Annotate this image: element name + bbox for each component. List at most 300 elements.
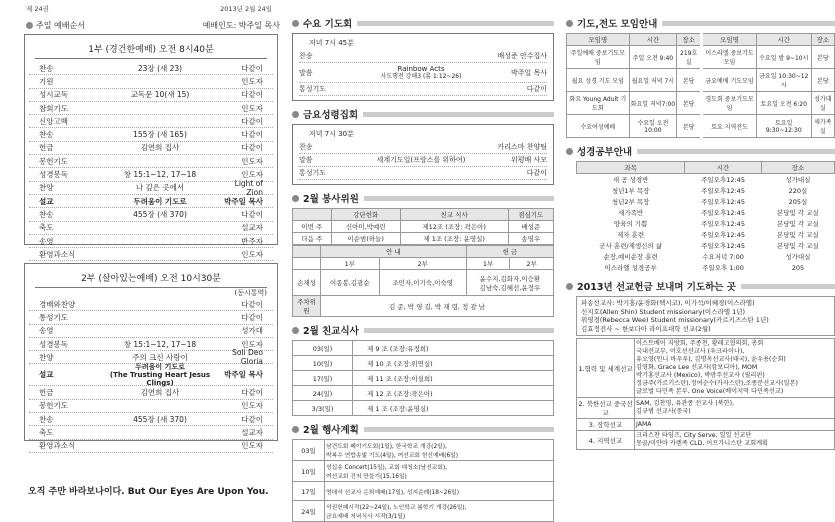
row-label: 찬송 bbox=[39, 209, 54, 219]
service-row bbox=[29, 413, 273, 426]
bible-row bbox=[577, 218, 835, 229]
bullet-icon bbox=[292, 327, 299, 334]
meal-row bbox=[293, 341, 554, 356]
row-label: 신앙고백 bbox=[39, 116, 68, 126]
meal-row bbox=[293, 401, 554, 416]
service-row bbox=[29, 440, 273, 453]
mission-target-line: 크리스찬 타임즈, City Serve, 일일 선교단 bbox=[636, 432, 752, 439]
meeting-row bbox=[299, 50, 547, 63]
row-leader: 설교자 bbox=[241, 428, 263, 438]
mission-targets bbox=[635, 431, 835, 450]
service-row bbox=[29, 115, 273, 128]
cell: 이스라엘 성경공부 bbox=[604, 264, 657, 272]
row-label: 축도 bbox=[39, 428, 54, 438]
bullet-icon bbox=[566, 283, 573, 290]
header-cell: 장소 bbox=[677, 34, 702, 46]
meal-team: 제 11 조 (조장:이설희) bbox=[353, 371, 554, 386]
cell: 배성준 bbox=[508, 221, 553, 233]
mission-row bbox=[577, 339, 835, 398]
row-leader: Light of Zion bbox=[234, 178, 263, 197]
row-leader: 인도자 bbox=[241, 76, 263, 86]
cell: 제12조 (조장: 곽은아) bbox=[400, 221, 508, 233]
row-leader: 인도자 bbox=[241, 103, 263, 113]
row-content-line2: (The Trusting Heart Jesus Clings) bbox=[109, 370, 211, 387]
first-service-rows bbox=[25, 62, 277, 261]
header-cell: 장소 bbox=[761, 162, 834, 174]
fri-title: 금요성령집회 bbox=[303, 110, 359, 121]
cell: 본당및 각 교실 bbox=[777, 220, 819, 228]
service-row bbox=[29, 89, 273, 102]
meal-team: 제 10 조 (조장:위연실) bbox=[353, 356, 554, 371]
mission-target-line: 글로벌 다민족 본부, One Voice(베이지역 다민족선교) bbox=[636, 388, 784, 395]
cell: 본당 bbox=[677, 92, 702, 115]
row-label: 송영 bbox=[39, 326, 54, 336]
cell: 경도회 중보기도모임 bbox=[702, 92, 757, 115]
event-line2: 금요예배 저녁식사 시작(3/1일) bbox=[326, 514, 406, 520]
bullet-icon bbox=[566, 148, 573, 155]
cell: 화요 Young Adult 기도회 bbox=[567, 92, 630, 115]
meeting-row bbox=[299, 83, 547, 96]
mission-target-line: 김영화, Grace Lee 선교사(캄보디아), MOM bbox=[636, 364, 758, 371]
meal-team: 제 12 조 (조장:곽은아) bbox=[353, 386, 554, 401]
fri-time: 저녁 7시 30분 bbox=[309, 130, 354, 138]
issue-date: 2013년 2월 24일 bbox=[220, 5, 272, 13]
mission-category: 2. 북한선교 중국선교 bbox=[577, 398, 635, 419]
row-leader: 다같이 bbox=[241, 90, 263, 100]
service-row bbox=[29, 142, 273, 155]
heading-bar bbox=[662, 21, 835, 26]
meal-date: 17(일) bbox=[293, 371, 353, 386]
cell: 205 bbox=[791, 263, 805, 272]
event-line2: 박복수 연합송빛 기도(4일), 여선교회 헌신예배(6일) bbox=[326, 453, 459, 459]
heading-bar bbox=[357, 21, 554, 26]
row-leader: 설교자 bbox=[241, 223, 263, 233]
row-label: 통성기도 bbox=[299, 169, 327, 177]
cell: 1부 bbox=[321, 258, 380, 270]
bible-row bbox=[577, 196, 835, 207]
bible-heading bbox=[566, 144, 835, 158]
row-label: 설교 bbox=[39, 196, 54, 206]
cell: 새가족반 bbox=[618, 209, 644, 217]
row-content: 세계기도일(프랑스를 위하여) bbox=[376, 156, 466, 164]
cell: 본당및 각 교실 bbox=[777, 209, 819, 217]
cell bbox=[466, 270, 553, 296]
cell: 본당 bbox=[677, 69, 702, 92]
event-text bbox=[325, 501, 554, 522]
mission-intro bbox=[576, 296, 835, 336]
heading-bar bbox=[364, 427, 554, 432]
row-content-line1: Rainbow Acts bbox=[397, 64, 445, 73]
row-label: 헌금 bbox=[39, 388, 54, 398]
cell: 양육의 기쁨 bbox=[613, 220, 648, 228]
mission-row bbox=[577, 431, 835, 450]
event-line2: 여선교회 진지 만들기(15,16일) bbox=[326, 474, 407, 480]
meal-team: 제 1 조 (조장:윤영실) bbox=[353, 401, 554, 416]
row-leader: Soli Deo Gloria bbox=[232, 348, 263, 367]
row-label: 찬양 bbox=[39, 352, 54, 362]
meal-date: 24(일) bbox=[293, 386, 353, 401]
cell: 친교 식사 bbox=[400, 209, 508, 221]
mission-intro-line: 신지호(Allen Shin) Student missionary(이스라엘 1년) bbox=[581, 307, 746, 316]
cell: 205실 bbox=[788, 198, 808, 206]
cell: 주일오후12:45 bbox=[701, 176, 745, 184]
cell: 헌 금 bbox=[466, 246, 553, 258]
mission-category: 4. 지역선교 bbox=[577, 431, 635, 450]
cell: 제자 훈련 bbox=[617, 231, 645, 239]
row-leader: 인도자 bbox=[241, 249, 263, 259]
row-label: 통성기도 bbox=[299, 85, 327, 93]
bullet-icon bbox=[292, 426, 299, 433]
cell: 손재성 bbox=[293, 270, 321, 296]
offering-2-line1: 윤수지,김화자,이승환 bbox=[479, 274, 541, 283]
heading-bar bbox=[363, 112, 554, 117]
header-cell: 시간 bbox=[685, 162, 762, 174]
mission-targets bbox=[635, 419, 835, 431]
bible-row bbox=[577, 262, 835, 273]
row-content: 김연희 집사 bbox=[140, 143, 180, 153]
service-heading bbox=[292, 191, 554, 205]
row-label: 헌금 bbox=[39, 143, 54, 153]
bible-head bbox=[577, 162, 835, 174]
info-column bbox=[566, 0, 835, 507]
cell: 주차위원 bbox=[293, 296, 321, 317]
row-label: 참회기도 bbox=[39, 103, 68, 113]
service-row bbox=[29, 364, 273, 386]
cell: 세가족실 bbox=[811, 115, 834, 138]
cell: 본당 bbox=[811, 69, 834, 92]
cell: 주일오후12:45 bbox=[701, 209, 745, 217]
row-leader: 다같이 bbox=[241, 414, 263, 424]
cell: 219호실 bbox=[677, 46, 702, 69]
row-leader: 다같이 bbox=[526, 169, 547, 177]
row-content: 교독문 10(새 15) bbox=[130, 90, 190, 100]
row-leader: 위평배 사모 bbox=[510, 156, 547, 164]
event-line1: 성십송 Concert(15일), 교회 대청소(남선교회), bbox=[326, 465, 448, 471]
row-content: 나 깊은 곳에서 bbox=[135, 183, 185, 193]
service-row bbox=[29, 235, 273, 248]
mission-heading bbox=[566, 279, 835, 293]
cell: 성가대실 bbox=[785, 253, 811, 261]
events-table bbox=[292, 439, 554, 522]
event-row bbox=[293, 461, 554, 482]
row-label: 축도 bbox=[39, 223, 54, 233]
row-label: 경배와찬양 bbox=[39, 299, 76, 309]
row-leader: 다같이 bbox=[241, 388, 263, 398]
meal-title: 2월 친교식사 bbox=[303, 326, 359, 337]
cell bbox=[293, 209, 332, 221]
service-row bbox=[29, 155, 273, 168]
cell: 주일오후12:45 bbox=[701, 220, 745, 228]
row-label: 성경봉독 bbox=[39, 170, 68, 180]
row-content: 창 15:1~12, 17~18 bbox=[123, 170, 197, 180]
bullet-icon bbox=[566, 20, 573, 27]
heading-bar bbox=[741, 284, 835, 289]
row-leader: 박주일 목사 bbox=[224, 196, 263, 206]
service-row bbox=[29, 386, 273, 399]
header-cell: 과목 bbox=[577, 162, 685, 174]
row-label: 기원 bbox=[39, 76, 54, 86]
cell: 성가대실 bbox=[811, 92, 834, 115]
cell: 본당및 각 교실 bbox=[777, 231, 819, 239]
service-title: 2월 봉사위원 bbox=[303, 194, 359, 205]
row-content: 455장 (새 370) bbox=[133, 414, 187, 424]
mission-intro-line: 위영경(Rebecca Wee) Student missionary(카르키즈스탄 1년) bbox=[581, 316, 769, 324]
meal-date: 3/3(일) bbox=[293, 401, 353, 416]
row-leader: 인도자 bbox=[241, 401, 263, 411]
bible-row bbox=[577, 251, 835, 262]
event-line1: 남견도회 페이기도회(1일), 한국학교 개강(2일), bbox=[326, 444, 447, 450]
meal-date: 03(일) bbox=[293, 341, 353, 356]
cell: 이번 주 bbox=[293, 221, 332, 233]
prayer-row bbox=[567, 92, 835, 115]
meal-row bbox=[293, 371, 554, 386]
row-leader: 다같이 bbox=[241, 63, 263, 73]
meeting-row bbox=[299, 167, 547, 180]
footer-motto: 오직 주만 바라보나이다. But Our Eyes Are Upon You. bbox=[28, 487, 269, 497]
row-label: 환영과소식 bbox=[39, 441, 76, 451]
cell: 주일 오전 9:40 bbox=[629, 46, 676, 69]
events-column bbox=[292, 0, 554, 520]
service-row bbox=[29, 195, 273, 208]
worship-leader: 예배인도: 박주일 목사 bbox=[202, 21, 280, 30]
prayer-head bbox=[567, 34, 835, 46]
bible-row bbox=[577, 185, 835, 196]
row-content: 23장 (새 23) bbox=[137, 63, 183, 73]
row-content: 455장 (새 370) bbox=[133, 209, 187, 219]
meal-row bbox=[293, 356, 554, 371]
bullet-icon bbox=[26, 22, 33, 29]
service-row bbox=[29, 222, 273, 235]
row-label: 말씀 bbox=[299, 68, 313, 77]
row-label: 찬양 bbox=[39, 183, 54, 193]
cell: 220실 bbox=[788, 187, 808, 195]
header-cell: 모임명 bbox=[702, 34, 757, 46]
mission-intro-line: 김효정전사 ~ 한보다아 라이프대학 선교(2월) bbox=[581, 324, 711, 333]
row-leader: 성가대 bbox=[241, 326, 263, 336]
prayer-title: 기도,전도 모임안내 bbox=[577, 19, 658, 30]
row-leader: 다같이 bbox=[241, 116, 263, 126]
service-row bbox=[29, 128, 273, 141]
row-label: 찬송 bbox=[39, 130, 54, 140]
offering-table bbox=[292, 245, 554, 317]
bible-table bbox=[576, 161, 835, 273]
cell: 본당 bbox=[677, 115, 702, 138]
row-content bbox=[355, 65, 487, 81]
cell: 주일오후12:45 bbox=[701, 187, 745, 195]
row-leader: 박주일 목사 bbox=[510, 68, 547, 77]
row-leader: 다같이 bbox=[241, 299, 263, 309]
service-row bbox=[29, 62, 273, 75]
mission-category: 1.협력 및 세계선교 bbox=[577, 339, 635, 398]
event-date: 24일 bbox=[293, 501, 325, 522]
cell: 수요일 오전 10:00 bbox=[629, 115, 676, 138]
cell: 이스라엘 중보기도모임 bbox=[702, 46, 757, 69]
wed-time: 저녁 7시 45분 bbox=[309, 39, 354, 47]
mission-row bbox=[577, 419, 835, 431]
prayer-row bbox=[567, 69, 835, 92]
second-service-rows bbox=[25, 298, 277, 453]
fri-heading bbox=[292, 107, 554, 121]
cell: 다음 주 bbox=[293, 233, 332, 245]
row-content: 주의 크신 사랑이 bbox=[132, 352, 188, 362]
bible-row bbox=[577, 207, 835, 218]
event-line1: 석권헌때시작(22~24일), 노인학교 봄학기 개강(26일), bbox=[326, 505, 467, 511]
cell: 새 공 성경반 bbox=[612, 176, 649, 184]
service-row bbox=[29, 426, 273, 439]
event-text bbox=[325, 461, 554, 482]
cell: 주일오후 1:00 bbox=[702, 264, 744, 272]
meal-date: 10(일) bbox=[293, 356, 353, 371]
events-heading bbox=[292, 422, 554, 436]
cell: 1부 bbox=[466, 258, 510, 270]
row-leader: 반주자 bbox=[241, 236, 263, 246]
meeting-row bbox=[299, 63, 547, 83]
row-label: 설교 bbox=[39, 370, 54, 380]
first-service-title: 1부 (경건한예배) 오전 8시40분 bbox=[35, 39, 267, 59]
service-row bbox=[29, 75, 273, 88]
row-content-line2: 사도행전 강해3 (롬 1:12~26) bbox=[380, 72, 462, 80]
cell: 청년2부 목장 bbox=[611, 198, 650, 206]
cell: 순장,예비순장 훈련 bbox=[603, 253, 658, 261]
meeting-row bbox=[299, 154, 547, 167]
cell: 주일오후12:45 bbox=[701, 198, 745, 206]
meal-heading bbox=[292, 323, 554, 337]
events-title: 2월 행사계획 bbox=[303, 425, 359, 436]
row-leader: 인도자 bbox=[241, 339, 263, 349]
cell: 안 내 bbox=[321, 246, 467, 258]
mission-target-line: 김규범 선교사(중국) bbox=[636, 408, 691, 415]
row-label: 말씀 bbox=[299, 156, 313, 164]
mission-target-line: 몽골/미얀마 카렌족 CLD, 어프가니스탄 교회계획 bbox=[636, 440, 769, 447]
row-content bbox=[101, 363, 219, 387]
mission-title: 2013년 선교헌금 보내며 기도하는 곳 bbox=[577, 282, 736, 293]
cell: 2부 bbox=[510, 258, 554, 270]
row-leader: 카리스마 찬양팀 bbox=[497, 143, 547, 151]
cell: 토요일 9:30~12:30 bbox=[756, 115, 811, 138]
worship-title: 주일 예배순서 bbox=[36, 21, 85, 30]
wed-box bbox=[292, 33, 554, 101]
wed-title: 수요 기도회 bbox=[303, 19, 353, 30]
row-label: 성경봉독 bbox=[39, 339, 68, 349]
event-text bbox=[325, 482, 554, 501]
mission-target-line: SAM, 김찬영, 유관종 선교사 (북한), bbox=[636, 400, 734, 407]
event-row bbox=[293, 482, 554, 501]
row-leader: 인도자 bbox=[241, 156, 263, 166]
mission-row bbox=[577, 398, 835, 419]
row-leader: 박주일 목사 bbox=[224, 370, 263, 380]
mission-target-line: 이스트베이 지방회, 주종천, 황래고협의회, 총회 bbox=[636, 340, 764, 347]
bible-row bbox=[577, 229, 835, 240]
cell: 본당및 각 교실 bbox=[777, 242, 819, 250]
cell: 수요여성예배 bbox=[567, 115, 630, 138]
mission-target-line: 국내선교부, 이호선선교사 (우크라이나), bbox=[636, 348, 745, 355]
meal-row bbox=[293, 386, 554, 401]
row-content: 155장 (새 165) bbox=[133, 130, 187, 140]
cell: 화요일 저녁7:00 bbox=[629, 92, 676, 115]
cell: 금요예배 기도모임 bbox=[702, 69, 757, 92]
heading-bar bbox=[364, 196, 554, 201]
cell: 금요일 10:30~12시 bbox=[756, 69, 811, 92]
cell: 월요일 저녁 7시 bbox=[629, 69, 676, 92]
event-text bbox=[325, 440, 554, 461]
volume-number: 제 24권 bbox=[26, 5, 49, 13]
bible-title: 성경공부안내 bbox=[577, 147, 633, 158]
fri-box bbox=[292, 124, 554, 185]
row-label: 찬송 bbox=[299, 143, 313, 151]
row-content: 김연희 집사 bbox=[140, 388, 180, 398]
wed-rows bbox=[299, 50, 547, 96]
row-label: 성시교독 bbox=[39, 90, 68, 100]
row-label: 통성기도 bbox=[39, 312, 68, 322]
service-row bbox=[29, 400, 273, 413]
row-leader: 인도자 bbox=[241, 170, 263, 180]
first-service-box bbox=[24, 34, 278, 259]
row-label: 환영과소식 bbox=[39, 249, 76, 259]
row-leader: 인도자 bbox=[241, 441, 263, 451]
cell: 주일오후12:45 bbox=[701, 231, 745, 239]
cell: 성가대실 bbox=[785, 176, 811, 184]
header-cell: 모임명 bbox=[567, 34, 630, 46]
fri-rows bbox=[299, 141, 547, 180]
service-row bbox=[29, 208, 273, 221]
cell: 수요저녁 7:00 bbox=[702, 253, 744, 261]
bullet-icon bbox=[292, 111, 299, 118]
service-row bbox=[29, 102, 273, 115]
row-label: 송영 bbox=[39, 236, 54, 246]
bullet-icon bbox=[292, 195, 299, 202]
interpretation-note: (동시통역) bbox=[234, 289, 267, 297]
cell: 제 1조 (조장: 윤영실) bbox=[400, 233, 508, 245]
event-line1: 영대서 선교사 은퇴예배(17일), 성지순례(18~26일) bbox=[326, 489, 459, 496]
row-leader: 배성준 안수집사 bbox=[497, 52, 547, 60]
service-row bbox=[29, 248, 273, 261]
cell: 강단헌화 bbox=[331, 209, 400, 221]
cell bbox=[293, 246, 321, 258]
row-leader: 다같이 bbox=[241, 143, 263, 153]
cell: 수요일 밤 9~10시 bbox=[756, 46, 811, 69]
service-row bbox=[29, 311, 273, 324]
cell: 이순범(하늘) bbox=[331, 233, 400, 245]
row-leader: 다같이 bbox=[241, 312, 263, 322]
cell: 김 준, 박 영 길, 박 재 령, 정 광 남 bbox=[321, 296, 554, 317]
second-service-title: 2부 (살아있는예배) 오전 10시30분 bbox=[35, 268, 267, 288]
heading-bar bbox=[364, 328, 554, 333]
cell bbox=[293, 258, 321, 270]
mission-targets bbox=[635, 339, 835, 398]
service-row bbox=[29, 325, 273, 338]
worship-heading bbox=[26, 20, 280, 31]
bible-row bbox=[577, 174, 835, 186]
cell: 주일예배 중보기도모임 bbox=[567, 46, 630, 69]
event-row bbox=[293, 501, 554, 522]
service-row bbox=[29, 298, 273, 311]
meal-team: 제 9 조 (조장:유정희) bbox=[353, 341, 554, 356]
mission-target-line: 정금주(카르키스탄),정여순수(카자스탄),조종분선교사(일본) bbox=[636, 380, 798, 387]
service-row bbox=[29, 178, 273, 197]
row-label: 찬송 bbox=[39, 414, 54, 424]
event-date: 03일 bbox=[293, 440, 325, 461]
event-row bbox=[293, 440, 554, 461]
row-leader: 다같이 bbox=[241, 130, 263, 140]
cell: 청년1부 목장 bbox=[611, 187, 650, 195]
worship-column bbox=[0, 0, 280, 507]
heading-bar bbox=[637, 149, 835, 154]
second-service-box bbox=[24, 263, 278, 451]
row-leader: 다같이 bbox=[526, 85, 547, 93]
mission-target-line: JAMA bbox=[636, 420, 652, 428]
prayer-table bbox=[566, 33, 835, 138]
cell: 본당 bbox=[811, 46, 834, 69]
